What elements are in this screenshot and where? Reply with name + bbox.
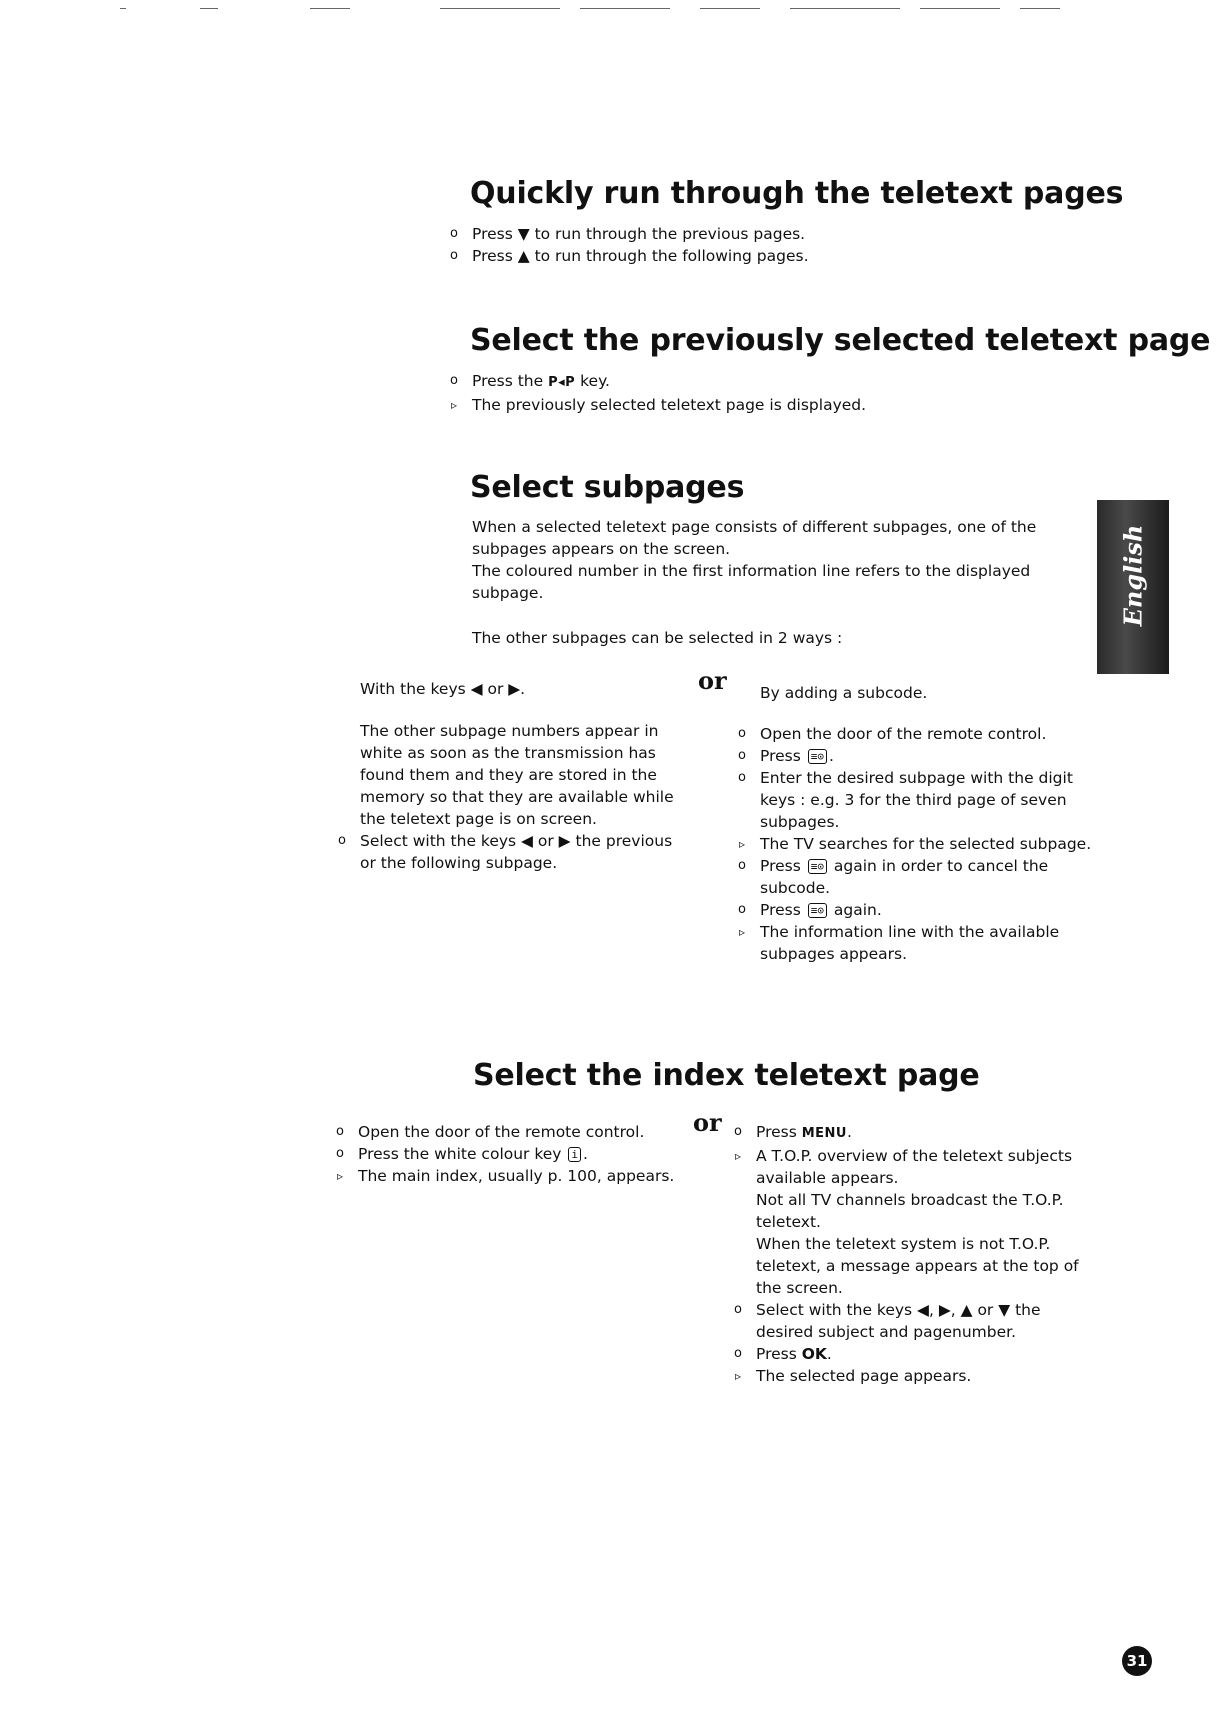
- list-item: o Open the door of the remote control.: [336, 1123, 645, 1141]
- list-item: ▹ The selected page appears.: [734, 1367, 972, 1385]
- list-item: o Press MENU.: [734, 1123, 852, 1141]
- menu-key-label: MENU: [801, 1126, 847, 1141]
- list-item: o Press ▲ to run through the following pages.: [450, 247, 809, 265]
- list-item: ▹ The main index, usually p. 100, appears.: [336, 1167, 675, 1185]
- list-item: o Select with the keys ◀ or ▶ the previous: [338, 832, 673, 850]
- section-title-subpages: Select subpages: [470, 470, 745, 505]
- list-item: ▹ The information line with the available: [738, 923, 1060, 941]
- ok-key-label: OK: [801, 1345, 827, 1363]
- index-left-column: [330, 1121, 674, 1187]
- scan-specks: [0, 0, 1221, 20]
- section-title-quick-run: Quickly run through the teletext pages: [470, 176, 1124, 211]
- list-item: o Press ≡⊙ again in order to cancel the: [738, 857, 1049, 875]
- list-item: o Open the door of the remote control.: [738, 725, 1047, 743]
- index-right-column: o Press MENU. ▹ A T.O.P. overview of the teletext subjects available appears. Not all TV channels broadcast the T.O.P. teletext. When the teletext system is not T.O.P. teletext, a message appears at the top of the screen. o Select with the keys ◀, ▶, ▲ or ▼ the desired subject and pagenumber. o Press OK. ▹ The selected page appears.: [728, 1121, 1079, 1387]
- list-item: o Press ≡⊙ again.: [738, 901, 882, 919]
- language-label: English: [1118, 524, 1148, 626]
- or-separator: or: [693, 1108, 722, 1137]
- subpages-intro: When a selected teletext page consists of different subpages, one of the subpages appears on the screen. The coloured number in the first information line refers to the displayed subpage.: [472, 518, 1037, 602]
- list-item: o Select with the keys ◀, ▶, ▲ or ▼ the: [734, 1301, 1041, 1319]
- subpages-left-column: The other subpage numbers appear in white as soon as the transmission has found them and they are stored in the memory so that they are available while the teletext page is on screen. o Select with the keys ◀ or ▶ the previous or the following subpage.: [332, 720, 674, 874]
- or-separator: or: [698, 666, 727, 695]
- teletext-subcode-key-icon: ≡⊙: [808, 859, 827, 874]
- list-item: o Press ≡⊙ .: [738, 747, 834, 765]
- list-item: o Press the white colour key i .: [336, 1145, 588, 1163]
- list-item: o Press ▼ to run through the previous pages.: [450, 225, 806, 243]
- teletext-subcode-key-icon: ≡⊙: [808, 749, 827, 764]
- page-number: 31: [1122, 1646, 1152, 1676]
- subpages-right-heading: By adding a subcode.: [760, 684, 928, 702]
- list-item: ▹ The TV searches for the selected subpage.: [738, 835, 1092, 853]
- section-quick-run-list: [444, 223, 809, 267]
- section-previous-page-list: [444, 370, 866, 416]
- teletext-subcode-key-icon: ≡⊙: [808, 903, 827, 918]
- list-item: ▹ The previously selected teletext page is displayed.: [450, 396, 867, 414]
- info-key-icon: i: [568, 1147, 581, 1162]
- list-item: o Enter the desired subpage with the digit: [738, 769, 1073, 787]
- subpages-right-column: o Open the door of the remote control. o Press ≡⊙ . o Enter the desired subpage with the digit keys : e.g. 3 for the third page of seven subpages. ▹ The TV searches for the selected subpage. o Press ≡⊙ again in order to cancel the subcode. o Press ≡⊙ again. ▹ The information line with the available subpages appears.: [732, 723, 1091, 965]
- p-p-key-icon: P◂P: [548, 375, 576, 390]
- list-item: o Press the P◂P key.: [450, 372, 610, 390]
- list-item: o Press OK.: [734, 1345, 832, 1363]
- subpages-left-heading: With the keys ◀ or ▶.: [360, 680, 526, 698]
- list-item: ▹ A T.O.P. overview of the teletext subjects: [734, 1147, 1073, 1165]
- language-side-tab: [1097, 500, 1169, 674]
- section-title-previous-page: Select the previously selected teletext page: [470, 323, 1211, 358]
- subpages-ways: The other subpages can be selected in 2 ways :: [472, 629, 843, 647]
- section-title-index-page: Select the index teletext page: [473, 1058, 980, 1093]
